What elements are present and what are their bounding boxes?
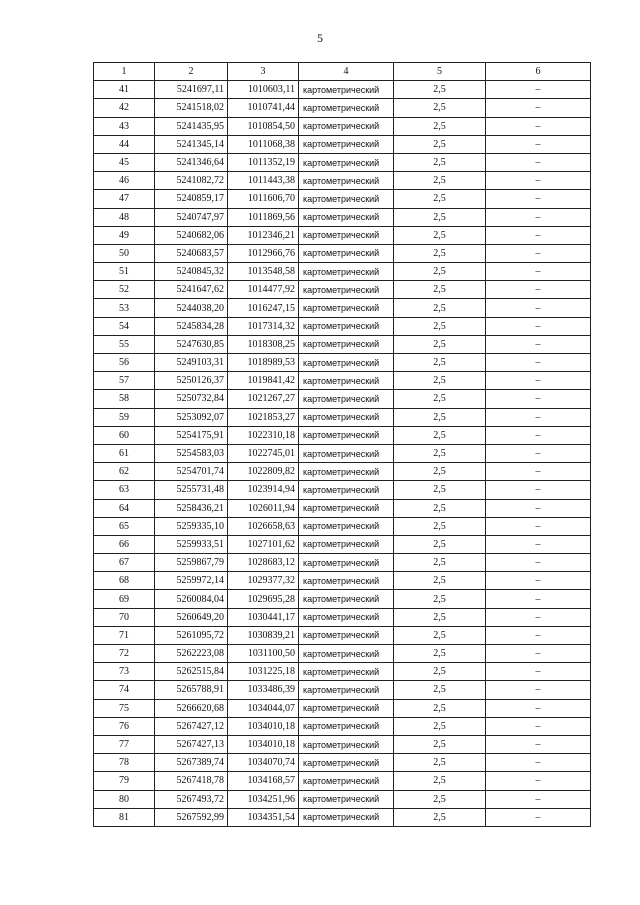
y-coordinate-cell: 1021267,27 xyxy=(228,390,299,408)
y-coordinate-cell: 1017314,32 xyxy=(228,317,299,335)
x-coordinate-cell: 5255731,48 xyxy=(155,481,228,499)
method-cell: картометрический xyxy=(299,317,394,335)
x-coordinate-cell: 5240845,32 xyxy=(155,263,228,281)
point-number-cell: 55 xyxy=(94,335,155,353)
accuracy-cell: 2,5 xyxy=(394,681,486,699)
method-cell: картометрический xyxy=(299,426,394,444)
y-coordinate-cell: 1010854,50 xyxy=(228,117,299,135)
point-number-cell: 49 xyxy=(94,226,155,244)
method-cell: картометрический xyxy=(299,517,394,535)
method-cell: картометрический xyxy=(299,354,394,372)
y-coordinate-cell: 1027101,62 xyxy=(228,535,299,553)
x-coordinate-cell: 5240747,97 xyxy=(155,208,228,226)
point-number-cell: 67 xyxy=(94,554,155,572)
y-coordinate-cell: 1034070,74 xyxy=(228,754,299,772)
accuracy-cell: 2,5 xyxy=(394,244,486,262)
y-coordinate-cell: 1021853,27 xyxy=(228,408,299,426)
method-cell: картометрический xyxy=(299,645,394,663)
method-cell: картометрический xyxy=(299,808,394,826)
point-number-cell: 60 xyxy=(94,426,155,444)
accuracy-cell: 2,5 xyxy=(394,754,486,772)
x-coordinate-cell: 5260649,20 xyxy=(155,608,228,626)
table-row xyxy=(94,444,591,462)
table-row xyxy=(94,717,591,735)
table-row xyxy=(94,390,591,408)
x-coordinate-cell: 5254701,74 xyxy=(155,463,228,481)
method-cell: картометрический xyxy=(299,572,394,590)
y-coordinate-cell: 1034251,96 xyxy=(228,790,299,808)
table-row xyxy=(94,499,591,517)
description-cell: – xyxy=(486,699,591,717)
accuracy-cell: 2,5 xyxy=(394,735,486,753)
x-coordinate-cell: 5262223,08 xyxy=(155,645,228,663)
x-coordinate-cell: 5267427,12 xyxy=(155,717,228,735)
table-row xyxy=(94,790,591,808)
coordinates-table xyxy=(93,62,591,827)
accuracy-cell: 2,5 xyxy=(394,81,486,99)
column-header: 2 xyxy=(155,63,228,81)
y-coordinate-cell: 1014477,92 xyxy=(228,281,299,299)
table-row xyxy=(94,735,591,753)
accuracy-cell: 2,5 xyxy=(394,608,486,626)
point-number-cell: 64 xyxy=(94,499,155,517)
point-number-cell: 47 xyxy=(94,190,155,208)
accuracy-cell: 2,5 xyxy=(394,481,486,499)
x-coordinate-cell: 5250732,84 xyxy=(155,390,228,408)
table-row xyxy=(94,372,591,390)
x-coordinate-cell: 5254175,91 xyxy=(155,426,228,444)
description-cell: – xyxy=(486,626,591,644)
x-coordinate-cell: 5245834,28 xyxy=(155,317,228,335)
description-cell: – xyxy=(486,354,591,372)
y-coordinate-cell: 1023914,94 xyxy=(228,481,299,499)
x-coordinate-cell: 5241647,62 xyxy=(155,281,228,299)
x-coordinate-cell: 5267418,78 xyxy=(155,772,228,790)
accuracy-cell: 2,5 xyxy=(394,808,486,826)
method-cell: картометрический xyxy=(299,535,394,553)
point-number-cell: 42 xyxy=(94,99,155,117)
method-cell: картометрический xyxy=(299,772,394,790)
description-cell: – xyxy=(486,681,591,699)
description-cell: – xyxy=(486,299,591,317)
x-coordinate-cell: 5258436,21 xyxy=(155,499,228,517)
point-number-cell: 50 xyxy=(94,244,155,262)
point-number-cell: 63 xyxy=(94,481,155,499)
description-cell: – xyxy=(486,372,591,390)
x-coordinate-cell: 5260084,04 xyxy=(155,590,228,608)
y-coordinate-cell: 1031100,50 xyxy=(228,645,299,663)
point-number-cell: 51 xyxy=(94,263,155,281)
accuracy-cell: 2,5 xyxy=(394,372,486,390)
x-coordinate-cell: 5241345,14 xyxy=(155,135,228,153)
accuracy-cell: 2,5 xyxy=(394,408,486,426)
method-cell: картометрический xyxy=(299,554,394,572)
y-coordinate-cell: 1031225,18 xyxy=(228,663,299,681)
method-cell: картометрический xyxy=(299,299,394,317)
description-cell: – xyxy=(486,535,591,553)
method-cell: картометрический xyxy=(299,463,394,481)
point-number-cell: 65 xyxy=(94,517,155,535)
y-coordinate-cell: 1033486,39 xyxy=(228,681,299,699)
accuracy-cell: 2,5 xyxy=(394,390,486,408)
x-coordinate-cell: 5262515,84 xyxy=(155,663,228,681)
point-number-cell: 56 xyxy=(94,354,155,372)
x-coordinate-cell: 5259933,51 xyxy=(155,535,228,553)
y-coordinate-cell: 1010741,44 xyxy=(228,99,299,117)
y-coordinate-cell: 1018989,53 xyxy=(228,354,299,372)
column-header: 3 xyxy=(228,63,299,81)
description-cell: – xyxy=(486,463,591,481)
table-row xyxy=(94,281,591,299)
table-row xyxy=(94,663,591,681)
table-row xyxy=(94,135,591,153)
point-number-cell: 58 xyxy=(94,390,155,408)
x-coordinate-cell: 5247630,85 xyxy=(155,335,228,353)
table-row xyxy=(94,299,591,317)
description-cell: – xyxy=(486,172,591,190)
table-row xyxy=(94,681,591,699)
method-cell: картометрический xyxy=(299,408,394,426)
y-coordinate-cell: 1011352,19 xyxy=(228,153,299,171)
x-coordinate-cell: 5267493,72 xyxy=(155,790,228,808)
point-number-cell: 74 xyxy=(94,681,155,699)
method-cell: картометрический xyxy=(299,208,394,226)
y-coordinate-cell: 1012966,76 xyxy=(228,244,299,262)
y-coordinate-cell: 1029695,28 xyxy=(228,590,299,608)
point-number-cell: 44 xyxy=(94,135,155,153)
point-number-cell: 73 xyxy=(94,663,155,681)
x-coordinate-cell: 5265788,91 xyxy=(155,681,228,699)
accuracy-cell: 2,5 xyxy=(394,517,486,535)
table-row xyxy=(94,608,591,626)
accuracy-cell: 2,5 xyxy=(394,535,486,553)
y-coordinate-cell: 1011068,38 xyxy=(228,135,299,153)
x-coordinate-cell: 5241082,72 xyxy=(155,172,228,190)
accuracy-cell: 2,5 xyxy=(394,172,486,190)
method-cell: картометрический xyxy=(299,699,394,717)
point-number-cell: 80 xyxy=(94,790,155,808)
accuracy-cell: 2,5 xyxy=(394,554,486,572)
method-cell: картометрический xyxy=(299,153,394,171)
point-number-cell: 78 xyxy=(94,754,155,772)
description-cell: – xyxy=(486,735,591,753)
table-row xyxy=(94,153,591,171)
description-cell: – xyxy=(486,281,591,299)
table-row xyxy=(94,754,591,772)
y-coordinate-cell: 1011869,56 xyxy=(228,208,299,226)
x-coordinate-cell: 5240859,17 xyxy=(155,190,228,208)
table-row xyxy=(94,408,591,426)
accuracy-cell: 2,5 xyxy=(394,335,486,353)
y-coordinate-cell: 1028683,12 xyxy=(228,554,299,572)
method-cell: картометрический xyxy=(299,681,394,699)
y-coordinate-cell: 1019841,42 xyxy=(228,372,299,390)
y-coordinate-cell: 1013548,58 xyxy=(228,263,299,281)
column-header: 4 xyxy=(299,63,394,81)
table-row xyxy=(94,354,591,372)
method-cell: картометрический xyxy=(299,244,394,262)
accuracy-cell: 2,5 xyxy=(394,208,486,226)
point-number-cell: 75 xyxy=(94,699,155,717)
point-number-cell: 66 xyxy=(94,535,155,553)
point-number-cell: 59 xyxy=(94,408,155,426)
method-cell: картометрический xyxy=(299,190,394,208)
accuracy-cell: 2,5 xyxy=(394,190,486,208)
accuracy-cell: 2,5 xyxy=(394,263,486,281)
description-cell: – xyxy=(486,99,591,117)
method-cell: картометрический xyxy=(299,99,394,117)
description-cell: – xyxy=(486,153,591,171)
accuracy-cell: 2,5 xyxy=(394,317,486,335)
point-number-cell: 41 xyxy=(94,81,155,99)
x-coordinate-cell: 5267427,13 xyxy=(155,735,228,753)
y-coordinate-cell: 1034010,18 xyxy=(228,717,299,735)
x-coordinate-cell: 5241518,02 xyxy=(155,99,228,117)
x-coordinate-cell: 5267592,99 xyxy=(155,808,228,826)
accuracy-cell: 2,5 xyxy=(394,153,486,171)
point-number-cell: 54 xyxy=(94,317,155,335)
accuracy-cell: 2,5 xyxy=(394,645,486,663)
point-number-cell: 53 xyxy=(94,299,155,317)
method-cell: картометрический xyxy=(299,390,394,408)
accuracy-cell: 2,5 xyxy=(394,699,486,717)
accuracy-cell: 2,5 xyxy=(394,590,486,608)
y-coordinate-cell: 1034010,18 xyxy=(228,735,299,753)
description-cell: – xyxy=(486,754,591,772)
table-row xyxy=(94,772,591,790)
description-cell: – xyxy=(486,790,591,808)
description-cell: – xyxy=(486,408,591,426)
description-cell: – xyxy=(486,663,591,681)
x-coordinate-cell: 5241697,11 xyxy=(155,81,228,99)
accuracy-cell: 2,5 xyxy=(394,299,486,317)
description-cell: – xyxy=(486,772,591,790)
y-coordinate-cell: 1022745,01 xyxy=(228,444,299,462)
table-body xyxy=(94,81,591,827)
y-coordinate-cell: 1034044,07 xyxy=(228,699,299,717)
accuracy-cell: 2,5 xyxy=(394,663,486,681)
x-coordinate-cell: 5254583,03 xyxy=(155,444,228,462)
accuracy-cell: 2,5 xyxy=(394,117,486,135)
description-cell: – xyxy=(486,645,591,663)
method-cell: картометрический xyxy=(299,81,394,99)
table-row xyxy=(94,808,591,826)
table-row xyxy=(94,626,591,644)
accuracy-cell: 2,5 xyxy=(394,99,486,117)
method-cell: картометрический xyxy=(299,790,394,808)
table-row xyxy=(94,172,591,190)
y-coordinate-cell: 1030839,21 xyxy=(228,626,299,644)
point-number-cell: 71 xyxy=(94,626,155,644)
description-cell: – xyxy=(486,808,591,826)
method-cell: картометрический xyxy=(299,281,394,299)
description-cell: – xyxy=(486,317,591,335)
table-row xyxy=(94,535,591,553)
method-cell: картометрический xyxy=(299,608,394,626)
y-coordinate-cell: 1034351,54 xyxy=(228,808,299,826)
method-cell: картометрический xyxy=(299,335,394,353)
point-number-cell: 43 xyxy=(94,117,155,135)
column-header: 1 xyxy=(94,63,155,81)
x-coordinate-cell: 5240683,57 xyxy=(155,244,228,262)
method-cell: картометрический xyxy=(299,135,394,153)
description-cell: – xyxy=(486,444,591,462)
table-row xyxy=(94,699,591,717)
method-cell: картометрический xyxy=(299,735,394,753)
x-coordinate-cell: 5259335,10 xyxy=(155,517,228,535)
method-cell: картометрический xyxy=(299,372,394,390)
x-coordinate-cell: 5266620,68 xyxy=(155,699,228,717)
x-coordinate-cell: 5241435,95 xyxy=(155,117,228,135)
accuracy-cell: 2,5 xyxy=(394,499,486,517)
method-cell: картометрический xyxy=(299,226,394,244)
x-coordinate-cell: 5267389,74 xyxy=(155,754,228,772)
table-row xyxy=(94,208,591,226)
description-cell: – xyxy=(486,335,591,353)
table-row xyxy=(94,645,591,663)
description-cell: – xyxy=(486,135,591,153)
page-number: 5 xyxy=(317,31,323,45)
table-row xyxy=(94,244,591,262)
table-row xyxy=(94,463,591,481)
method-cell: картометрический xyxy=(299,754,394,772)
description-cell: – xyxy=(486,717,591,735)
accuracy-cell: 2,5 xyxy=(394,463,486,481)
description-cell: – xyxy=(486,572,591,590)
description-cell: – xyxy=(486,499,591,517)
accuracy-cell: 2,5 xyxy=(394,772,486,790)
table-row xyxy=(94,517,591,535)
y-coordinate-cell: 1016247,15 xyxy=(228,299,299,317)
point-number-cell: 77 xyxy=(94,735,155,753)
accuracy-cell: 2,5 xyxy=(394,790,486,808)
description-cell: – xyxy=(486,117,591,135)
table-header-row xyxy=(94,63,591,81)
table-row xyxy=(94,190,591,208)
method-cell: картометрический xyxy=(299,263,394,281)
method-cell: картометрический xyxy=(299,117,394,135)
table-row xyxy=(94,335,591,353)
accuracy-cell: 2,5 xyxy=(394,226,486,244)
description-cell: – xyxy=(486,554,591,572)
accuracy-cell: 2,5 xyxy=(394,135,486,153)
method-cell: картометрический xyxy=(299,626,394,644)
point-number-cell: 48 xyxy=(94,208,155,226)
table-row xyxy=(94,572,591,590)
table-row xyxy=(94,81,591,99)
point-number-cell: 76 xyxy=(94,717,155,735)
x-coordinate-cell: 5241346,64 xyxy=(155,153,228,171)
x-coordinate-cell: 5250126,37 xyxy=(155,372,228,390)
table-row xyxy=(94,590,591,608)
method-cell: картометрический xyxy=(299,717,394,735)
y-coordinate-cell: 1022310,18 xyxy=(228,426,299,444)
accuracy-cell: 2,5 xyxy=(394,354,486,372)
point-number-cell: 57 xyxy=(94,372,155,390)
method-cell: картометрический xyxy=(299,172,394,190)
description-cell: – xyxy=(486,590,591,608)
accuracy-cell: 2,5 xyxy=(394,626,486,644)
method-cell: картометрический xyxy=(299,481,394,499)
y-coordinate-cell: 1026011,94 xyxy=(228,499,299,517)
column-header: 6 xyxy=(486,63,591,81)
description-cell: – xyxy=(486,190,591,208)
table-row xyxy=(94,426,591,444)
accuracy-cell: 2,5 xyxy=(394,717,486,735)
point-number-cell: 61 xyxy=(94,444,155,462)
x-coordinate-cell: 5240682,06 xyxy=(155,226,228,244)
accuracy-cell: 2,5 xyxy=(394,426,486,444)
description-cell: – xyxy=(486,390,591,408)
x-coordinate-cell: 5261095,72 xyxy=(155,626,228,644)
point-number-cell: 46 xyxy=(94,172,155,190)
table-row xyxy=(94,226,591,244)
y-coordinate-cell: 1018308,25 xyxy=(228,335,299,353)
y-coordinate-cell: 1029377,32 xyxy=(228,572,299,590)
accuracy-cell: 2,5 xyxy=(394,281,486,299)
y-coordinate-cell: 1022809,82 xyxy=(228,463,299,481)
description-cell: – xyxy=(486,81,591,99)
method-cell: картометрический xyxy=(299,590,394,608)
point-number-cell: 69 xyxy=(94,590,155,608)
y-coordinate-cell: 1012346,21 xyxy=(228,226,299,244)
y-coordinate-cell: 1011443,38 xyxy=(228,172,299,190)
description-cell: – xyxy=(486,608,591,626)
description-cell: – xyxy=(486,426,591,444)
accuracy-cell: 2,5 xyxy=(394,572,486,590)
table-row xyxy=(94,554,591,572)
y-coordinate-cell: 1011606,70 xyxy=(228,190,299,208)
description-cell: – xyxy=(486,517,591,535)
point-number-cell: 79 xyxy=(94,772,155,790)
description-cell: – xyxy=(486,208,591,226)
y-coordinate-cell: 1034168,57 xyxy=(228,772,299,790)
table-row xyxy=(94,117,591,135)
x-coordinate-cell: 5249103,31 xyxy=(155,354,228,372)
method-cell: картометрический xyxy=(299,663,394,681)
description-cell: – xyxy=(486,244,591,262)
point-number-cell: 81 xyxy=(94,808,155,826)
table-row xyxy=(94,317,591,335)
table-row xyxy=(94,99,591,117)
point-number-cell: 62 xyxy=(94,463,155,481)
point-number-cell: 68 xyxy=(94,572,155,590)
description-cell: – xyxy=(486,481,591,499)
x-coordinate-cell: 5259972,14 xyxy=(155,572,228,590)
point-number-cell: 52 xyxy=(94,281,155,299)
table-row xyxy=(94,481,591,499)
column-header: 5 xyxy=(394,63,486,81)
y-coordinate-cell: 1030441,17 xyxy=(228,608,299,626)
table-row xyxy=(94,263,591,281)
point-number-cell: 72 xyxy=(94,645,155,663)
y-coordinate-cell: 1026658,63 xyxy=(228,517,299,535)
x-coordinate-cell: 5244038,20 xyxy=(155,299,228,317)
accuracy-cell: 2,5 xyxy=(394,444,486,462)
point-number-cell: 70 xyxy=(94,608,155,626)
description-cell: – xyxy=(486,226,591,244)
method-cell: картометрический xyxy=(299,499,394,517)
y-coordinate-cell: 1010603,11 xyxy=(228,81,299,99)
x-coordinate-cell: 5259867,79 xyxy=(155,554,228,572)
description-cell: – xyxy=(486,263,591,281)
method-cell: картометрический xyxy=(299,444,394,462)
point-number-cell: 45 xyxy=(94,153,155,171)
x-coordinate-cell: 5253092,07 xyxy=(155,408,228,426)
